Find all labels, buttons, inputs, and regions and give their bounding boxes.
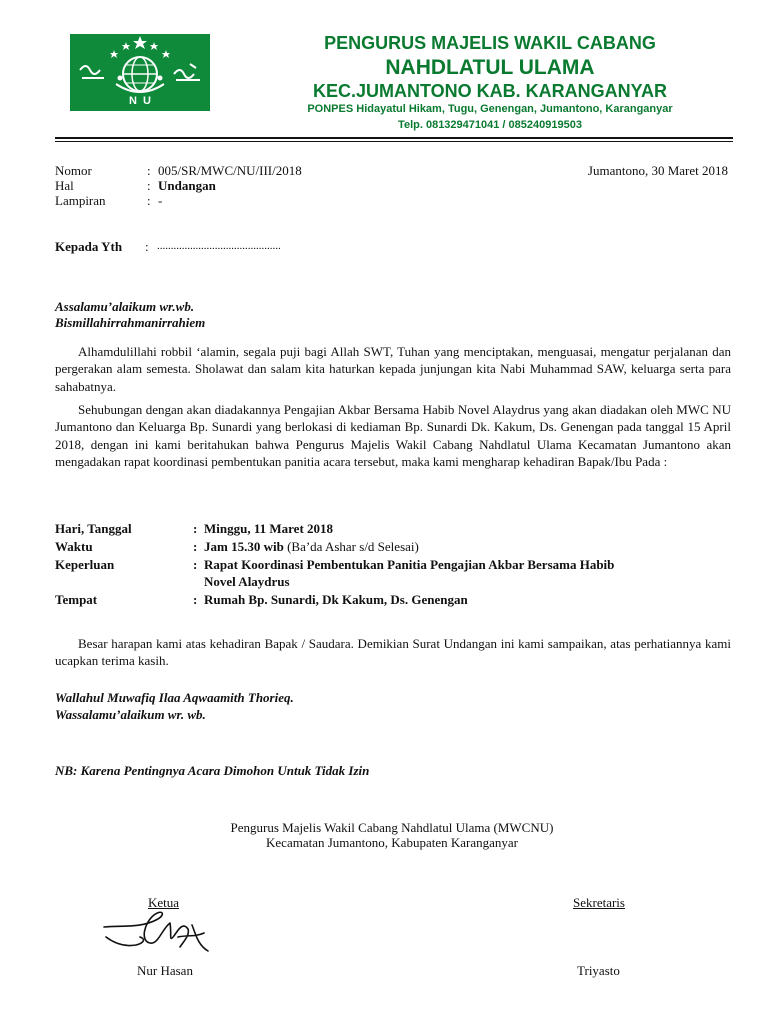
detail-tempat-value: Rumah Bp. Sunardi, Dk Kakum, Ds. Genengan [204,592,468,607]
nu-logo [70,34,210,111]
lampiran-label: Lampiran [55,193,106,208]
hal-colon: : [147,178,151,193]
body-paragraph-1-text: Alhamdulillahi robbil ‘alamin, segala puji bagi Allah SWT, Tuhan yang menciptakan, menguasai, mengatur perjalanan dan pergerakan alam semesta. Sholawat dan salam kita haturkan kepada junjungan kita Nabi Muhammad SAW, keluarga serta para sahabatnya. [55,344,731,394]
lampiran-value: - [158,193,163,208]
recipient-label: Kepada Yth [55,239,123,254]
detail-waktu-label: Waktu [55,539,93,554]
letterhead-address: PONPES Hidayatul Hikam, Tugu, Genengan, Jumantono, Karanganyar [307,103,673,115]
recipient-colon: : [145,239,149,254]
sekretaris-name: Triyasto [577,963,620,978]
nu-logo-letters: N U [129,95,151,107]
detail-tempat-label: Tempat [55,592,98,607]
header-rule [55,137,733,139]
nomor-value: 005/SR/MWC/NU/III/2018 [158,163,302,178]
detail-waktu [204,538,419,555]
body-paragraph-1 [55,343,731,395]
detail-hari-value: Minggu, 11 Maret 2018 [204,521,334,536]
letterhead-line1: PENGURUS MAJELIS WAKIL CABANG [324,33,656,53]
letterhead-line2: NAHDLATUL ULAMA [385,56,595,79]
signature-org-line1: Pengurus Majelis Wakil Cabang Nahdlatul Ulama (MWCNU) [230,820,554,835]
detail-keperluan-value-1: Rapat Koordinasi Pembentukan Panitia Pengajian Akbar Bersama Habib [204,557,615,572]
hal-label: Hal [55,178,74,193]
signature-org-line2: Kecamatan Jumantono, Kabupaten Karanganyar [266,835,518,850]
nomor-label: Nomor [55,163,92,178]
nomor-colon: : [147,163,151,178]
detail-keperluan-value-2: Novel Alaydrus [204,574,290,589]
sekretaris-title: Sekretaris [573,895,625,910]
detail-hari-label: Hari, Tanggal [55,521,132,536]
detail-hari-colon: : [193,521,198,536]
letter-date: Jumantono, 30 Maret 2018 [587,163,728,178]
lampiran-colon: : [147,193,151,208]
letterhead-line3: KEC.JUMANTONO KAB. KARANGANYAR [312,81,668,101]
letterhead-phone: Telp. 081329471041 / 085240919503 [398,119,582,131]
recipient-dots: ............................................. [157,240,281,252]
closing-wallahul: Wallahul Muwafiq Ilaa Aqwaamith Thorieq. [55,690,294,705]
body-paragraph-2-text: Sehubungan dengan akan diadakannya Pengajian Akbar Bersama Habib Novel Alaydrus yang akan diadakan oleh MWC NU Jumantono dan Keluarga Bp. Sunardi yang berlokasi di kediaman Bp. Sunardi Dk. Kakum, Ds. Genengan pada tanggal 15 April 2018, dengan ini kami beritahukan bahwa Pengurus Majelis Wakil Cabang Nahdlatul Ulama Kecamatan Jumantono akan mengadakan rapat koordinasi pembentukan panitia acara tersebut, maka kami mengharap kehadiran Bapak/Ibu Pada : [55,402,731,469]
ketua-title: Ketua [148,895,180,910]
body-paragraph-3-text: Besar harapan kami atas kehadiran Bapak / Saudara. Demikian Surat Undangan ini kami sampaikan, atas perhatiannya kami ucapkan terima kasih. [55,636,731,669]
greeting-salam: Assalamu’alaikum wr.wb. [55,299,195,314]
ketua-name: Nur Hasan [137,963,193,978]
hal-value: Undangan [158,178,216,193]
detail-waktu-note: (Ba’da Ashar s/d Selesai) [283,539,419,554]
detail-waktu-colon: : [193,539,198,554]
detail-keperluan-label: Keperluan [55,557,115,572]
closing-salam: Wassalamu’alaikum wr. wb. [55,707,206,722]
header-rule-thin [55,141,733,142]
nu-globe-icon [70,34,210,111]
detail-tempat-colon: : [193,592,198,607]
ketua-signature [100,905,220,960]
greeting-basmalah: Bismillahirrahmanirrahiem [55,315,206,330]
nb-note: NB: Karena Pentingnya Acara Dimohon Untuk Tidak Izin [55,763,370,778]
detail-waktu-value: Jam 15.30 wib [204,539,284,554]
body-paragraph-2 [55,401,731,470]
body-paragraph-3 [55,635,731,670]
detail-keperluan-colon: : [193,557,198,572]
